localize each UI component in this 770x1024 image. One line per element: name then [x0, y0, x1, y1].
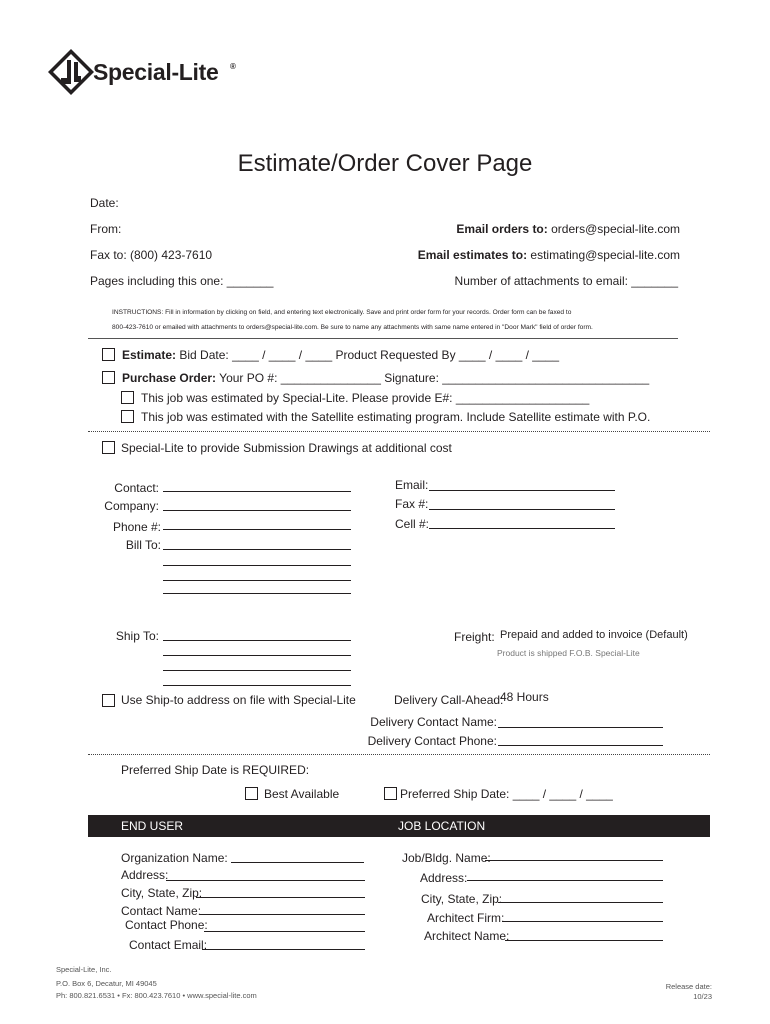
job-name-label: Job/Bldg. Name: — [402, 851, 491, 865]
eu-city-field[interactable] — [196, 897, 365, 898]
email-estimates-label: Email estimates to: — [417, 248, 528, 262]
release-date-value: 10/23 — [693, 992, 712, 1001]
bill-to-field-2[interactable] — [163, 565, 351, 566]
date-label: Date: — [90, 196, 119, 210]
eu-contact-email-field[interactable] — [202, 949, 365, 950]
cell-field[interactable] — [429, 528, 615, 529]
org-name-field[interactable] — [231, 862, 364, 863]
phone-field[interactable] — [163, 529, 351, 530]
email-orders-value: orders@special-lite.com — [551, 222, 680, 236]
eu-contact-phone-field[interactable] — [204, 931, 365, 932]
submission-drawings-text: Special-Lite to provide Submission Drawings at additional cost — [121, 441, 452, 455]
footer-company: Special-Lite, Inc. — [56, 965, 112, 974]
call-ahead-label: Delivery Call-Ahead: — [394, 693, 504, 707]
footer-contact: Ph: 800.821.6531 • Fx: 800.423.7610 • www.special-lite.com — [56, 991, 257, 1000]
use-shipto-checkbox[interactable] — [102, 694, 115, 707]
fax-to-text: Fax to: (800) 423-7610 — [90, 248, 213, 262]
eu-contact-name-label: Contact Name: — [121, 904, 202, 918]
architect-firm-label: Architect Firm: — [427, 911, 505, 925]
estimate-label: Estimate: — [122, 348, 177, 362]
eu-contact-name-field[interactable] — [200, 914, 365, 915]
jl-address-field[interactable] — [467, 880, 663, 881]
cell-label: Cell #: — [395, 517, 430, 531]
logo-text: Special-Lite — [93, 59, 219, 85]
eu-contact-email-label: Contact Email: — [129, 938, 208, 952]
freight-label: Freight: — [454, 630, 495, 644]
preferred-required-label: Preferred Ship Date is REQUIRED: — [121, 763, 310, 777]
contact-field[interactable] — [163, 491, 351, 492]
call-ahead-field[interactable]: 48 Hours — [500, 690, 549, 704]
pages-including-field[interactable]: Pages including this one: _______ — [90, 274, 274, 288]
fax-field[interactable] — [429, 509, 615, 510]
estimated-satellite-checkbox[interactable] — [121, 410, 134, 423]
section-divider — [88, 754, 710, 755]
email-estimates-line — [418, 248, 680, 262]
best-available-checkbox[interactable] — [245, 787, 258, 800]
submission-drawings-checkbox[interactable] — [102, 441, 115, 454]
jl-address-label: Address: — [420, 871, 468, 885]
footer-address: P.O. Box 6, Decatur, MI 49045 — [56, 979, 157, 988]
bill-to-field-1[interactable] — [163, 549, 351, 550]
email-label: Email: — [395, 478, 429, 492]
ship-to-field-3[interactable] — [163, 670, 351, 671]
ship-to-field-2[interactable] — [163, 655, 351, 656]
page-title: Estimate/Order Cover Page — [237, 150, 533, 177]
job-name-field[interactable] — [485, 860, 663, 861]
email-field[interactable] — [429, 490, 615, 491]
use-shipto-text: Use Ship-to address on file with Special-Lite — [121, 693, 356, 707]
company-field[interactable] — [163, 510, 351, 511]
delivery-contact-phone-field[interactable] — [498, 745, 663, 746]
from-label: From: — [90, 222, 122, 236]
delivery-contact-name-label: Delivery Contact Name: — [370, 715, 497, 729]
bill-to-label: Bill To: — [125, 538, 161, 552]
logo-registered-mark: ® — [230, 62, 236, 71]
instructions-divider — [88, 338, 678, 339]
ship-to-field-1[interactable] — [163, 640, 351, 641]
estimate-checkbox[interactable] — [102, 348, 115, 361]
instructions-line-2: 800-423-7610 or emailed with attachments to orders@special-lite.com. Be sure to name any attachments with same name entered in "Door Mark" field of order form. — [112, 324, 593, 331]
architect-firm-field[interactable] — [502, 921, 663, 922]
org-name-label: Organization Name: — [121, 851, 228, 865]
delivery-contact-name-field[interactable] — [498, 727, 663, 728]
purchase-order-field[interactable]: Your PO #: _______________ Signature: _______________________________ — [219, 371, 650, 385]
preferred-date-field[interactable]: Preferred Ship Date: ____ / ____ / ____ — [400, 787, 613, 801]
section-divider — [88, 431, 710, 432]
preferred-date-checkbox[interactable] — [384, 787, 397, 800]
end-user-header: END USER — [121, 819, 184, 833]
purchase-order-label: Purchase Order: — [122, 371, 217, 385]
freight-select[interactable]: Prepaid and added to invoice (Default) — [500, 629, 688, 641]
estimate-bid-date-field[interactable]: Bid Date: ____ / ____ / ____ Product Requested By ____ / ____ / ____ — [179, 348, 559, 362]
ship-to-field-4[interactable] — [163, 685, 351, 686]
company-label: Company: — [104, 499, 159, 513]
purchase-order-line — [122, 371, 649, 385]
bill-to-field-3[interactable] — [163, 580, 351, 581]
architect-name-field[interactable] — [505, 940, 663, 941]
eu-address-field[interactable] — [166, 880, 365, 881]
bill-to-field-4[interactable] — [163, 593, 351, 594]
fax-label: Fax #: — [395, 497, 429, 511]
eu-address-label: Address: — [121, 868, 169, 882]
estimated-satellite-text: This job was estimated with the Satellite estimating program. Include Satellite estimate with P.O. — [141, 410, 651, 424]
email-orders-label: Email orders to: — [456, 222, 548, 236]
jl-city-label: City, State, Zip: — [421, 892, 503, 906]
freight-note: Product is shipped F.O.B. Special-Lite — [497, 648, 640, 658]
estimated-by-special-lite-checkbox[interactable] — [121, 391, 134, 404]
section-header-bar — [88, 815, 710, 837]
email-orders-line — [456, 222, 680, 236]
special-lite-logo — [47, 48, 236, 101]
eu-city-label: City, State, Zip: — [121, 886, 203, 900]
estimate-line — [122, 348, 559, 362]
eu-contact-phone-label: Contact Phone: — [125, 918, 208, 932]
ship-to-label: Ship To: — [115, 629, 159, 643]
attachments-count-field[interactable]: Number of attachments to email: _______ — [454, 274, 678, 288]
logo-mark-icon — [47, 48, 95, 96]
job-location-header: JOB LOCATION — [398, 819, 486, 833]
email-estimates-value: estimating@special-lite.com — [530, 248, 680, 262]
release-date-label: Release date: — [665, 982, 712, 991]
phone-label: Phone #: — [112, 520, 161, 534]
instructions-line-1: INSTRUCTIONS: Fill in information by clicking on field, and entering text electronically. Save and print order form for your records. Order form can be faxed to — [112, 309, 572, 316]
jl-city-field[interactable] — [498, 902, 663, 903]
contact-label: Contact: — [114, 481, 159, 495]
best-available-text: Best Available — [264, 787, 340, 801]
purchase-order-checkbox[interactable] — [102, 371, 115, 384]
architect-name-label: Architect Name: — [424, 929, 510, 943]
delivery-contact-phone-label: Delivery Contact Phone: — [367, 734, 497, 748]
estimated-by-special-lite-text: This job was estimated by Special-Lite. Please provide E#: ____________________ — [141, 391, 590, 405]
